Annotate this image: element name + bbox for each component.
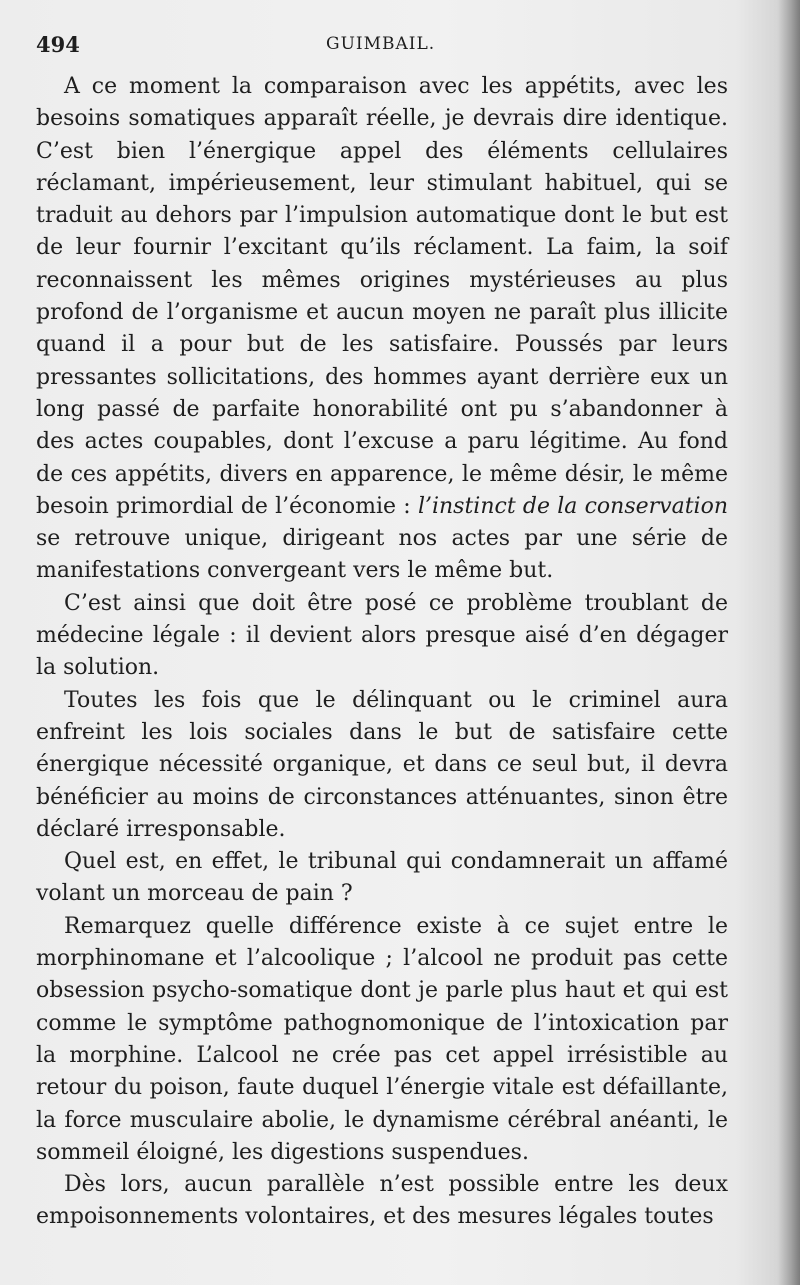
page-number: 494 bbox=[36, 32, 80, 57]
paragraph-1-text-after: se retrouve unique, dirigeant nos actes par une série de manifestations convergeant vers le même but. bbox=[36, 526, 728, 584]
paragraph-1-text-before: A ce moment la comparaison avec les appétits, avec les besoins somatiques apparaît réelle, je devrais dire identique. C’est bien l’énergique appel des éléments cellulaires réclamant, impérieusement, leur stimulant habituel, qui se traduit au dehors par l’impulsion automatique dont le but est de leur fournir l’excitant qu’ils réclament. La faim, la soif reconnaissent les mêmes origines mystérieuses au plus profond de l’organisme et aucun moyen ne paraît plus illicite quand il a pour but de les satisfaire. Poussés par leurs pressantes sollicitations, des hommes ayant derrière eux un long passé de parfaite honorabilité ont pu s’abandonner à des actes coupables, dont l’excuse a paru légitime. Au fond de ces appétits, divers en apparence, le même désir, le même besoin primordial de l’économie : bbox=[36, 74, 728, 519]
paragraph-6: Dès lors, aucun parallèle n’est possible entre les deux empoisonnements volontaires, et des mesures légales toutes bbox=[36, 1172, 728, 1230]
page-edge-shadow bbox=[778, 0, 800, 1285]
paragraph-2: C’est ainsi que doit être posé ce problème troublant de médecine légale : il devient alors presque aisé d’en dégager la solution. bbox=[36, 590, 728, 681]
paragraph-4: Quel est, en effet, le tribunal qui condamnerait un affamé volant un morceau de pain ? bbox=[36, 849, 728, 907]
paragraph-5: Remarquez quelle différence existe à ce sujet entre le morphinomane et l’alcoolique ; l’alcool ne produit pas cette obsession psycho-somatique dont je parle plus haut et qui est comme le symptôme pathognomonique de l’intoxication par la morphine. L’alcool ne crée pas cet appel irrésistible au retour du poison, faute duquel l’énergie vitale est défaillante, la force musculaire abolie, le dynamisme cérébral anéanti, le sommeil éloigné, les digestions suspendues. bbox=[36, 913, 728, 1165]
body-text bbox=[36, 71, 728, 1234]
paragraph-1 bbox=[36, 71, 728, 588]
paragraph-1-italic-phrase: l’instinct de la conservation bbox=[417, 493, 728, 519]
paragraph-3: Toutes les fois que le délinquant ou le criminel aura enfreint les lois sociales dans le but de satisfaire cette énergique nécessité organique, et dans ce seul but, il devra bénéficier au moins de circonstances atténuantes, sinon être déclaré irresponsable. bbox=[36, 687, 728, 842]
running-head: GUIMBAIL. bbox=[326, 34, 436, 54]
page-header bbox=[36, 32, 726, 60]
